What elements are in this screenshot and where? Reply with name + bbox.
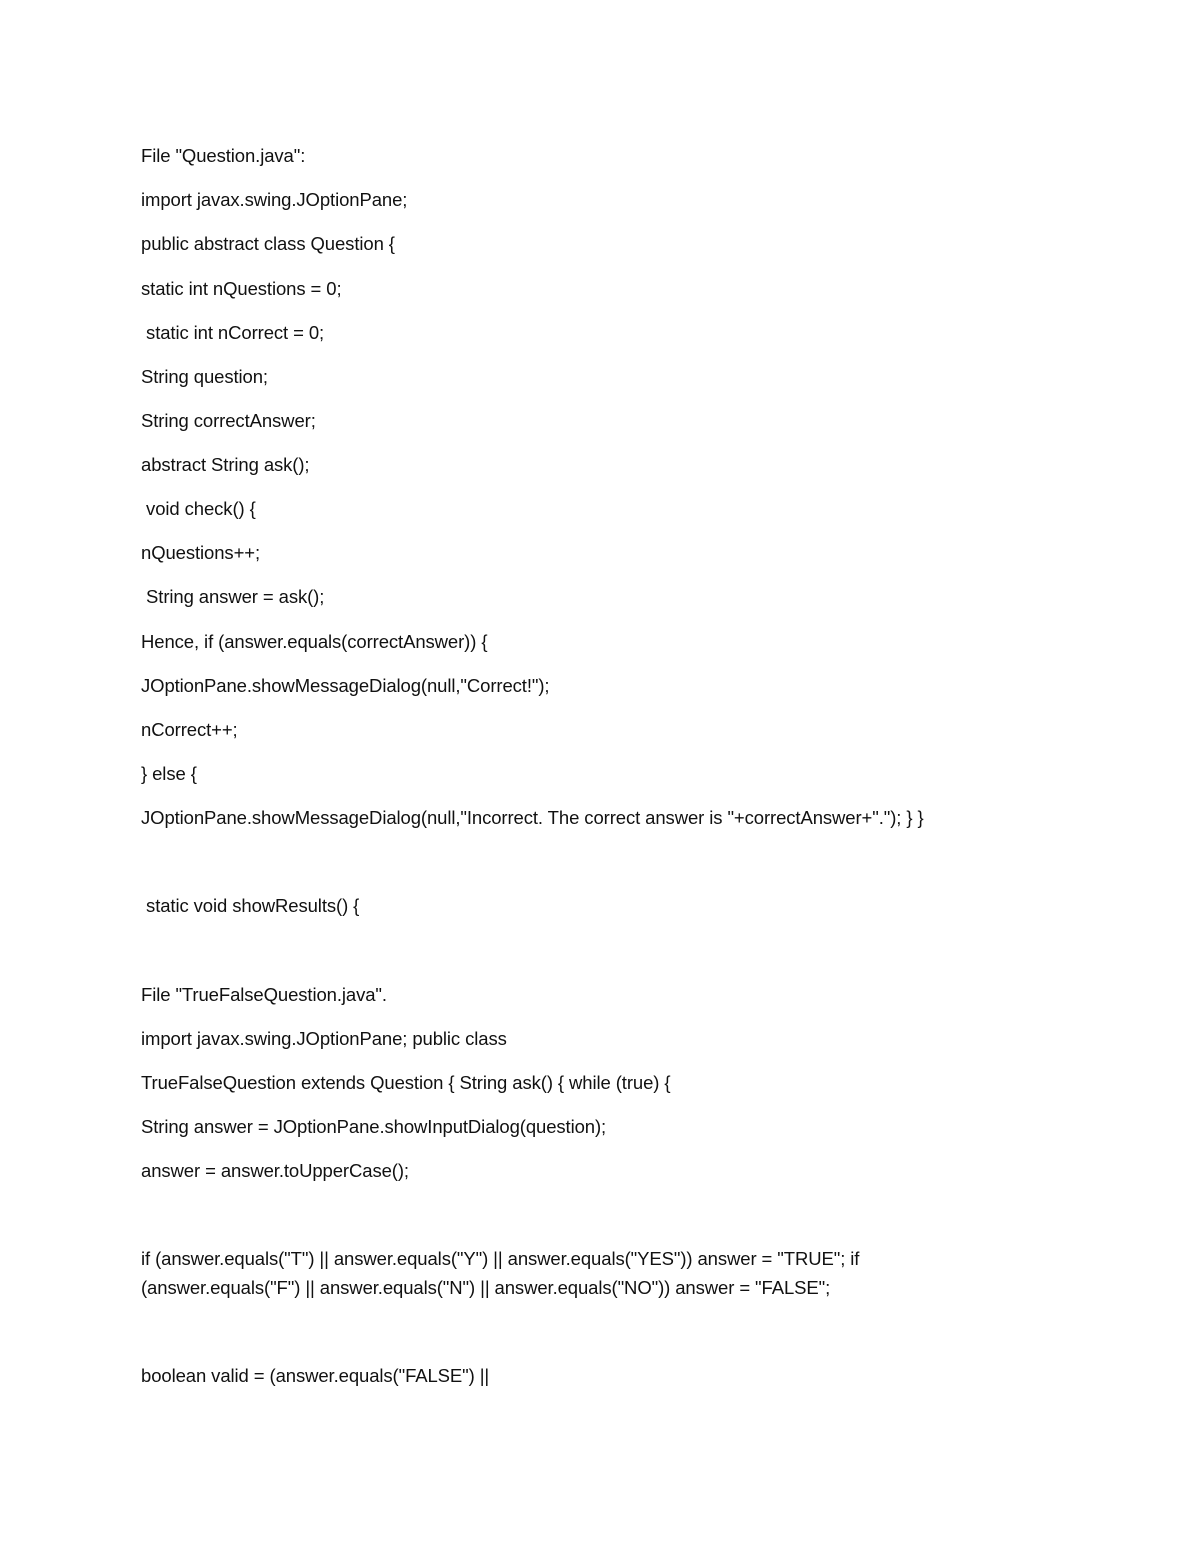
code-line: nQuestions++; [141,542,261,563]
code-line: JOptionPane.showMessageDialog(null,"Incorrect. The correct answer is "+correctAnswer+"."); } } [141,807,924,828]
code-line: static void showResults() { [141,895,360,916]
file-heading-question: File "Question.java": [141,145,306,166]
code-line: String answer = JOptionPane.showInputDialog(question); [141,1116,607,1137]
code-line: import javax.swing.JOptionPane; [141,189,408,210]
code-line: public abstract class Question { [141,233,395,254]
code-line: static int nQuestions = 0; [141,278,342,299]
code-line: answer = answer.toUpperCase(); [141,1160,409,1181]
code-line: String question; [141,366,268,387]
code-line: nCorrect++; [141,719,238,740]
code-line: String answer = ask(); [141,586,325,607]
code-line: JOptionPane.showMessageDialog(null,"Correct!"); [141,675,550,696]
code-line: void check() { [141,498,256,519]
code-line: import javax.swing.JOptionPane; public class [141,1028,507,1049]
code-line: abstract String ask(); [141,454,310,475]
code-line: boolean valid = (answer.equals("FALSE") || [141,1365,490,1386]
code-line: TrueFalseQuestion extends Question { String ask() { while (true) { [141,1072,671,1093]
code-line: } else { [141,763,197,784]
file-heading-truefalse: File "TrueFalseQuestion.java". [141,984,387,1005]
code-line: (answer.equals("F") || answer.equals("N") || answer.equals("NO")) answer = "FALSE"; [141,1277,831,1298]
code-line: String correctAnswer; [141,410,316,431]
code-line: if (answer.equals("T") || answer.equals("Y") || answer.equals("YES")) answer = "TRUE"; if [141,1248,860,1269]
code-line: static int nCorrect = 0; [141,322,325,343]
code-line: Hence, if (answer.equals(correctAnswer)) { [141,631,488,652]
